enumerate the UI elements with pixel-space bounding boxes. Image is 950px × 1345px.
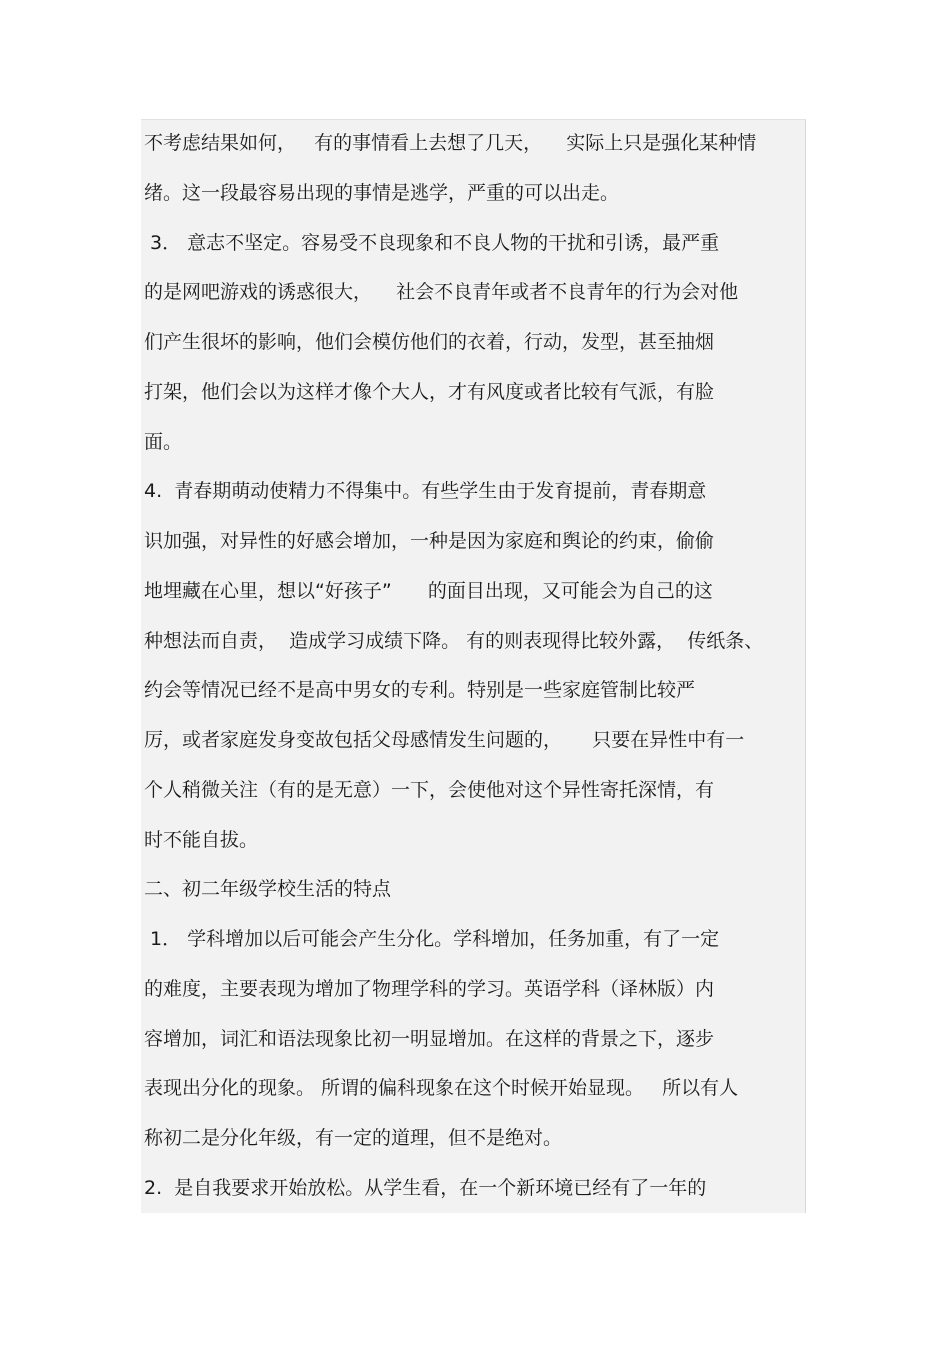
text-line: 面。 bbox=[144, 430, 183, 453]
section-heading: 二、初二年级学校生活的特点 bbox=[144, 878, 392, 901]
text-line: 的难度，主要表现为增加了物理学科的学习。英语学科（译林版）内 bbox=[144, 977, 715, 1000]
text-line: 地埋藏在心里，想以“好孩子” 的面目出现，又可能会为自己的这 bbox=[144, 579, 713, 602]
text-line: 表现出分化的现象。 所谓的偏科现象在这个时候开始显现。 所以有人 bbox=[144, 1077, 739, 1100]
list-item-1: 1． 学科增加以后可能会产生分化。学科增加，任务加重，有了一定 bbox=[144, 928, 720, 950]
text-line: 容增加，词汇和语法现象比初一明显增加。在这样的背景之下，逐步 bbox=[144, 1027, 715, 1050]
text-line: 打架，他们会以为这样才像个大人，才有风度或者比较有气派，有脸 bbox=[144, 380, 715, 403]
document-body bbox=[144, 119, 808, 1214]
text-line: 识加强，对异性的好感会增加，一种是因为家庭和舆论的约束，偷偷 bbox=[144, 530, 715, 552]
list-item-4: 4. 青春期萌动使精力不得集中。有些学生由于发育提前，青春期意 bbox=[144, 480, 707, 503]
list-item-2: 2. 是自我要求开始放松。从学生看，在一个新环境已经有了一年的 bbox=[144, 1176, 707, 1199]
list-item-3: 3． 意志不坚定。容易受不良现象和不良人物的干扰和引诱，最严重 bbox=[144, 231, 720, 254]
text-line: 的是网吧游戏的诱惑很大， 社会不良青年或者不良青年的行为会对他 bbox=[144, 281, 739, 304]
text-line: 绪。这一段最容易出现的事情是逃学，严重的可以出走。 bbox=[144, 181, 620, 204]
text-line: 约会等情况已经不是高中男女的专利。特别是一些家庭管制比较严 bbox=[144, 679, 696, 702]
text-line: 们产生很坏的影响，他们会模仿他们的衣着，行动，发型，甚至抽烟 bbox=[144, 331, 715, 353]
text-line: 个人稍微关注（有的是无意）一下，会使他对这个异性寄托深情，有 bbox=[144, 778, 715, 801]
text-line: 不考虑结果如何， 有的事情看上去想了几天， 实际上只是强化某种情 bbox=[144, 132, 757, 154]
text-line: 称初二是分化年级，有一定的道理，但不是绝对。 bbox=[144, 1127, 563, 1149]
text-line: 时不能自拔。 bbox=[144, 828, 259, 851]
text-line: 厉，或者家庭发身变故包括父母感情发生问题的， 只要在异性中有一 bbox=[144, 729, 745, 751]
text-line: 种想法而自责， 造成学习成绩下降。 有的则表现得比较外露， 传纸条、 bbox=[144, 629, 764, 652]
